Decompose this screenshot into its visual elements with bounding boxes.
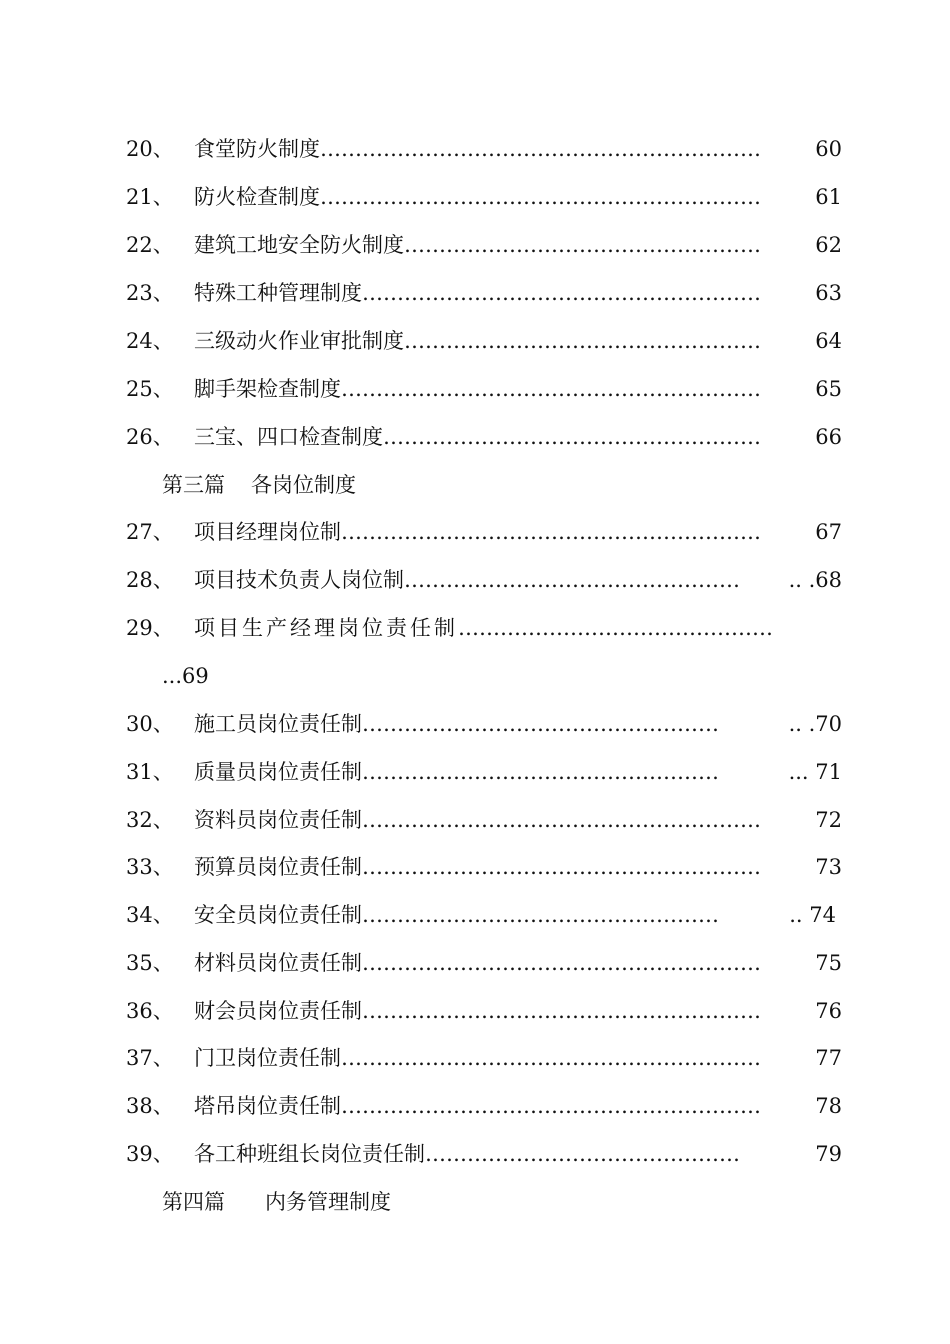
section-heading-3[interactable] (162, 470, 356, 500)
toc-entry-title: 项目技术负责人岗位制 (194, 568, 404, 592)
section-title: 内务管理制度 (265, 1190, 391, 1214)
toc-entry-number: 23、 (126, 281, 174, 305)
toc-entry-number: 34、 (126, 903, 174, 927)
toc-entry-35[interactable] (126, 948, 842, 978)
toc-dot-leader: ………………………………………………… (362, 999, 761, 1023)
toc-entry-39[interactable] (126, 1139, 842, 1169)
toc-dot-leader: ……………………………………………………… (320, 137, 761, 161)
toc-entry-title: 资料员岗位责任制 (194, 808, 362, 832)
toc-entry-28[interactable] (126, 565, 842, 595)
toc-entry-31[interactable] (126, 757, 842, 787)
toc-page-number: 65 (815, 377, 842, 401)
toc-page-number: .. .70 (788, 712, 842, 736)
toc-entry-number: 22、 (126, 233, 174, 257)
toc-entry-number: 30、 (126, 712, 174, 736)
toc-entry-title: 三宝、四口检查制度 (194, 425, 383, 449)
toc-dot-leader: ………………………………………… (404, 568, 740, 592)
toc-entry-title: 预算员岗位责任制 (194, 855, 362, 879)
toc-entry-30[interactable] (126, 709, 842, 739)
toc-entry-27[interactable] (126, 517, 842, 547)
toc-page-number: 67 (815, 520, 842, 544)
toc-entry-29[interactable] (126, 613, 842, 643)
toc-entry-title: 塔吊岗位责任制 (194, 1094, 341, 1118)
toc-entry-36[interactable] (126, 996, 842, 1026)
toc-entry-title: 质量员岗位责任制 (194, 760, 362, 784)
toc-page-number: 77 (815, 1046, 842, 1070)
toc-entry-title: 脚手架检查制度 (194, 377, 341, 401)
toc-page-number: 64 (815, 329, 842, 353)
toc-page-number: 72 (815, 808, 842, 832)
toc-page-number: 62 (815, 233, 842, 257)
toc-page-number: 73 (815, 855, 842, 879)
toc-entry-24[interactable] (126, 326, 842, 356)
toc-entry-25[interactable] (126, 374, 842, 404)
section-label: 第三篇 (162, 473, 225, 497)
toc-dot-leader: ……………………………………… (458, 616, 773, 640)
toc-entry-title: 项目生产经理岗位责任制 (194, 616, 458, 640)
toc-entry-33[interactable] (126, 852, 842, 882)
toc-page-number: .. .68 (788, 568, 842, 592)
toc-entry-number: 33、 (126, 855, 174, 879)
toc-dot-leader: ………………………………………………… (362, 951, 761, 975)
toc-entry-title: 三级动火作业审批制度 (194, 329, 404, 353)
toc-entry-title: 建筑工地安全防火制度 (194, 233, 404, 257)
toc-dot-leader: ………………………………………………… (362, 281, 761, 305)
toc-dot-leader: ……………………………………………… (383, 425, 761, 449)
toc-entry-number: 35、 (126, 951, 174, 975)
toc-dot-leader: ……………………………………………………… (320, 185, 761, 209)
section-label: 第四篇 (162, 1190, 225, 1214)
toc-dot-leader: …………………………………………… (362, 903, 719, 927)
toc-page-number: .. 74 (789, 903, 836, 927)
toc-entry-22[interactable] (126, 230, 842, 260)
toc-entry-number: 25、 (126, 377, 174, 401)
toc-entry-number: 20、 (126, 137, 174, 161)
toc-entry-34[interactable] (126, 900, 836, 930)
toc-dot-leader: ………………………………………………… (362, 808, 761, 832)
toc-page-number: 78 (815, 1094, 842, 1118)
toc-page-number: 61 (815, 185, 842, 209)
toc-entry-title: 财会员岗位责任制 (194, 999, 362, 1023)
toc-entry-number: 37、 (126, 1046, 174, 1070)
toc-dot-leader: …………………………………………… (404, 233, 761, 257)
toc-page-number: 63 (815, 281, 842, 305)
toc-entry-23[interactable] (126, 278, 842, 308)
toc-entry-20[interactable] (126, 134, 842, 164)
toc-entry-number: 27、 (126, 520, 174, 544)
section-heading-4[interactable] (162, 1187, 391, 1217)
toc-entry-title: 施工员岗位责任制 (194, 712, 362, 736)
toc-entry-title: 项目经理岗位制 (194, 520, 341, 544)
toc-entry-number: 32、 (126, 808, 174, 832)
section-title: 各岗位制度 (251, 473, 356, 497)
toc-page-number: 66 (815, 425, 842, 449)
toc-page-number: ... 71 (788, 760, 842, 784)
toc-entry-21[interactable] (126, 182, 842, 212)
toc-entry-title: 安全员岗位责任制 (194, 903, 362, 927)
toc-entry-38[interactable] (126, 1091, 842, 1121)
toc-dot-leader: ……………………………………… (425, 1142, 740, 1166)
toc-entry-title: 材料员岗位责任制 (194, 951, 362, 975)
toc-entry-number: 36、 (126, 999, 174, 1023)
toc-dot-leader: ………………………………………………… (362, 855, 761, 879)
toc-entry-26[interactable] (126, 422, 842, 452)
toc-entry-number: 29、 (126, 616, 174, 640)
toc-dot-leader: …………………………………………… (362, 712, 719, 736)
toc-entry-number: 31、 (126, 760, 174, 784)
toc-entry-title: 门卫岗位责任制 (194, 1046, 341, 1070)
toc-entry-32[interactable] (126, 805, 842, 835)
toc-entry-number: 39、 (126, 1142, 174, 1166)
toc-entry-29-page-continuation: ...69 (162, 664, 209, 688)
toc-page-number: 76 (815, 999, 842, 1023)
toc-entry-title: 各工种班组长岗位责任制 (194, 1142, 425, 1166)
toc-page-number: 79 (815, 1142, 842, 1166)
toc-page-number: 75 (815, 951, 842, 975)
toc-entry-title: 防火检查制度 (194, 185, 320, 209)
toc-dot-leader: …………………………………………………… (341, 1046, 761, 1070)
toc-entry-number: 24、 (126, 329, 174, 353)
toc-entry-number: 38、 (126, 1094, 174, 1118)
toc-entry-number: 21、 (126, 185, 174, 209)
toc-entry-title: 特殊工种管理制度 (194, 281, 362, 305)
toc-dot-leader: …………………………………………………… (341, 520, 761, 544)
toc-dot-leader: …………………………………………… (362, 760, 719, 784)
toc-entry-37[interactable] (126, 1043, 842, 1073)
toc-page-number: 60 (815, 137, 842, 161)
toc-entry-number: 28、 (126, 568, 174, 592)
toc-dot-leader: …………………………………………………… (341, 377, 761, 401)
toc-dot-leader: …………………………………………… (404, 329, 761, 353)
toc-dot-leader: …………………………………………………… (341, 1094, 761, 1118)
toc-entry-title: 食堂防火制度 (194, 137, 320, 161)
toc-entry-number: 26、 (126, 425, 174, 449)
